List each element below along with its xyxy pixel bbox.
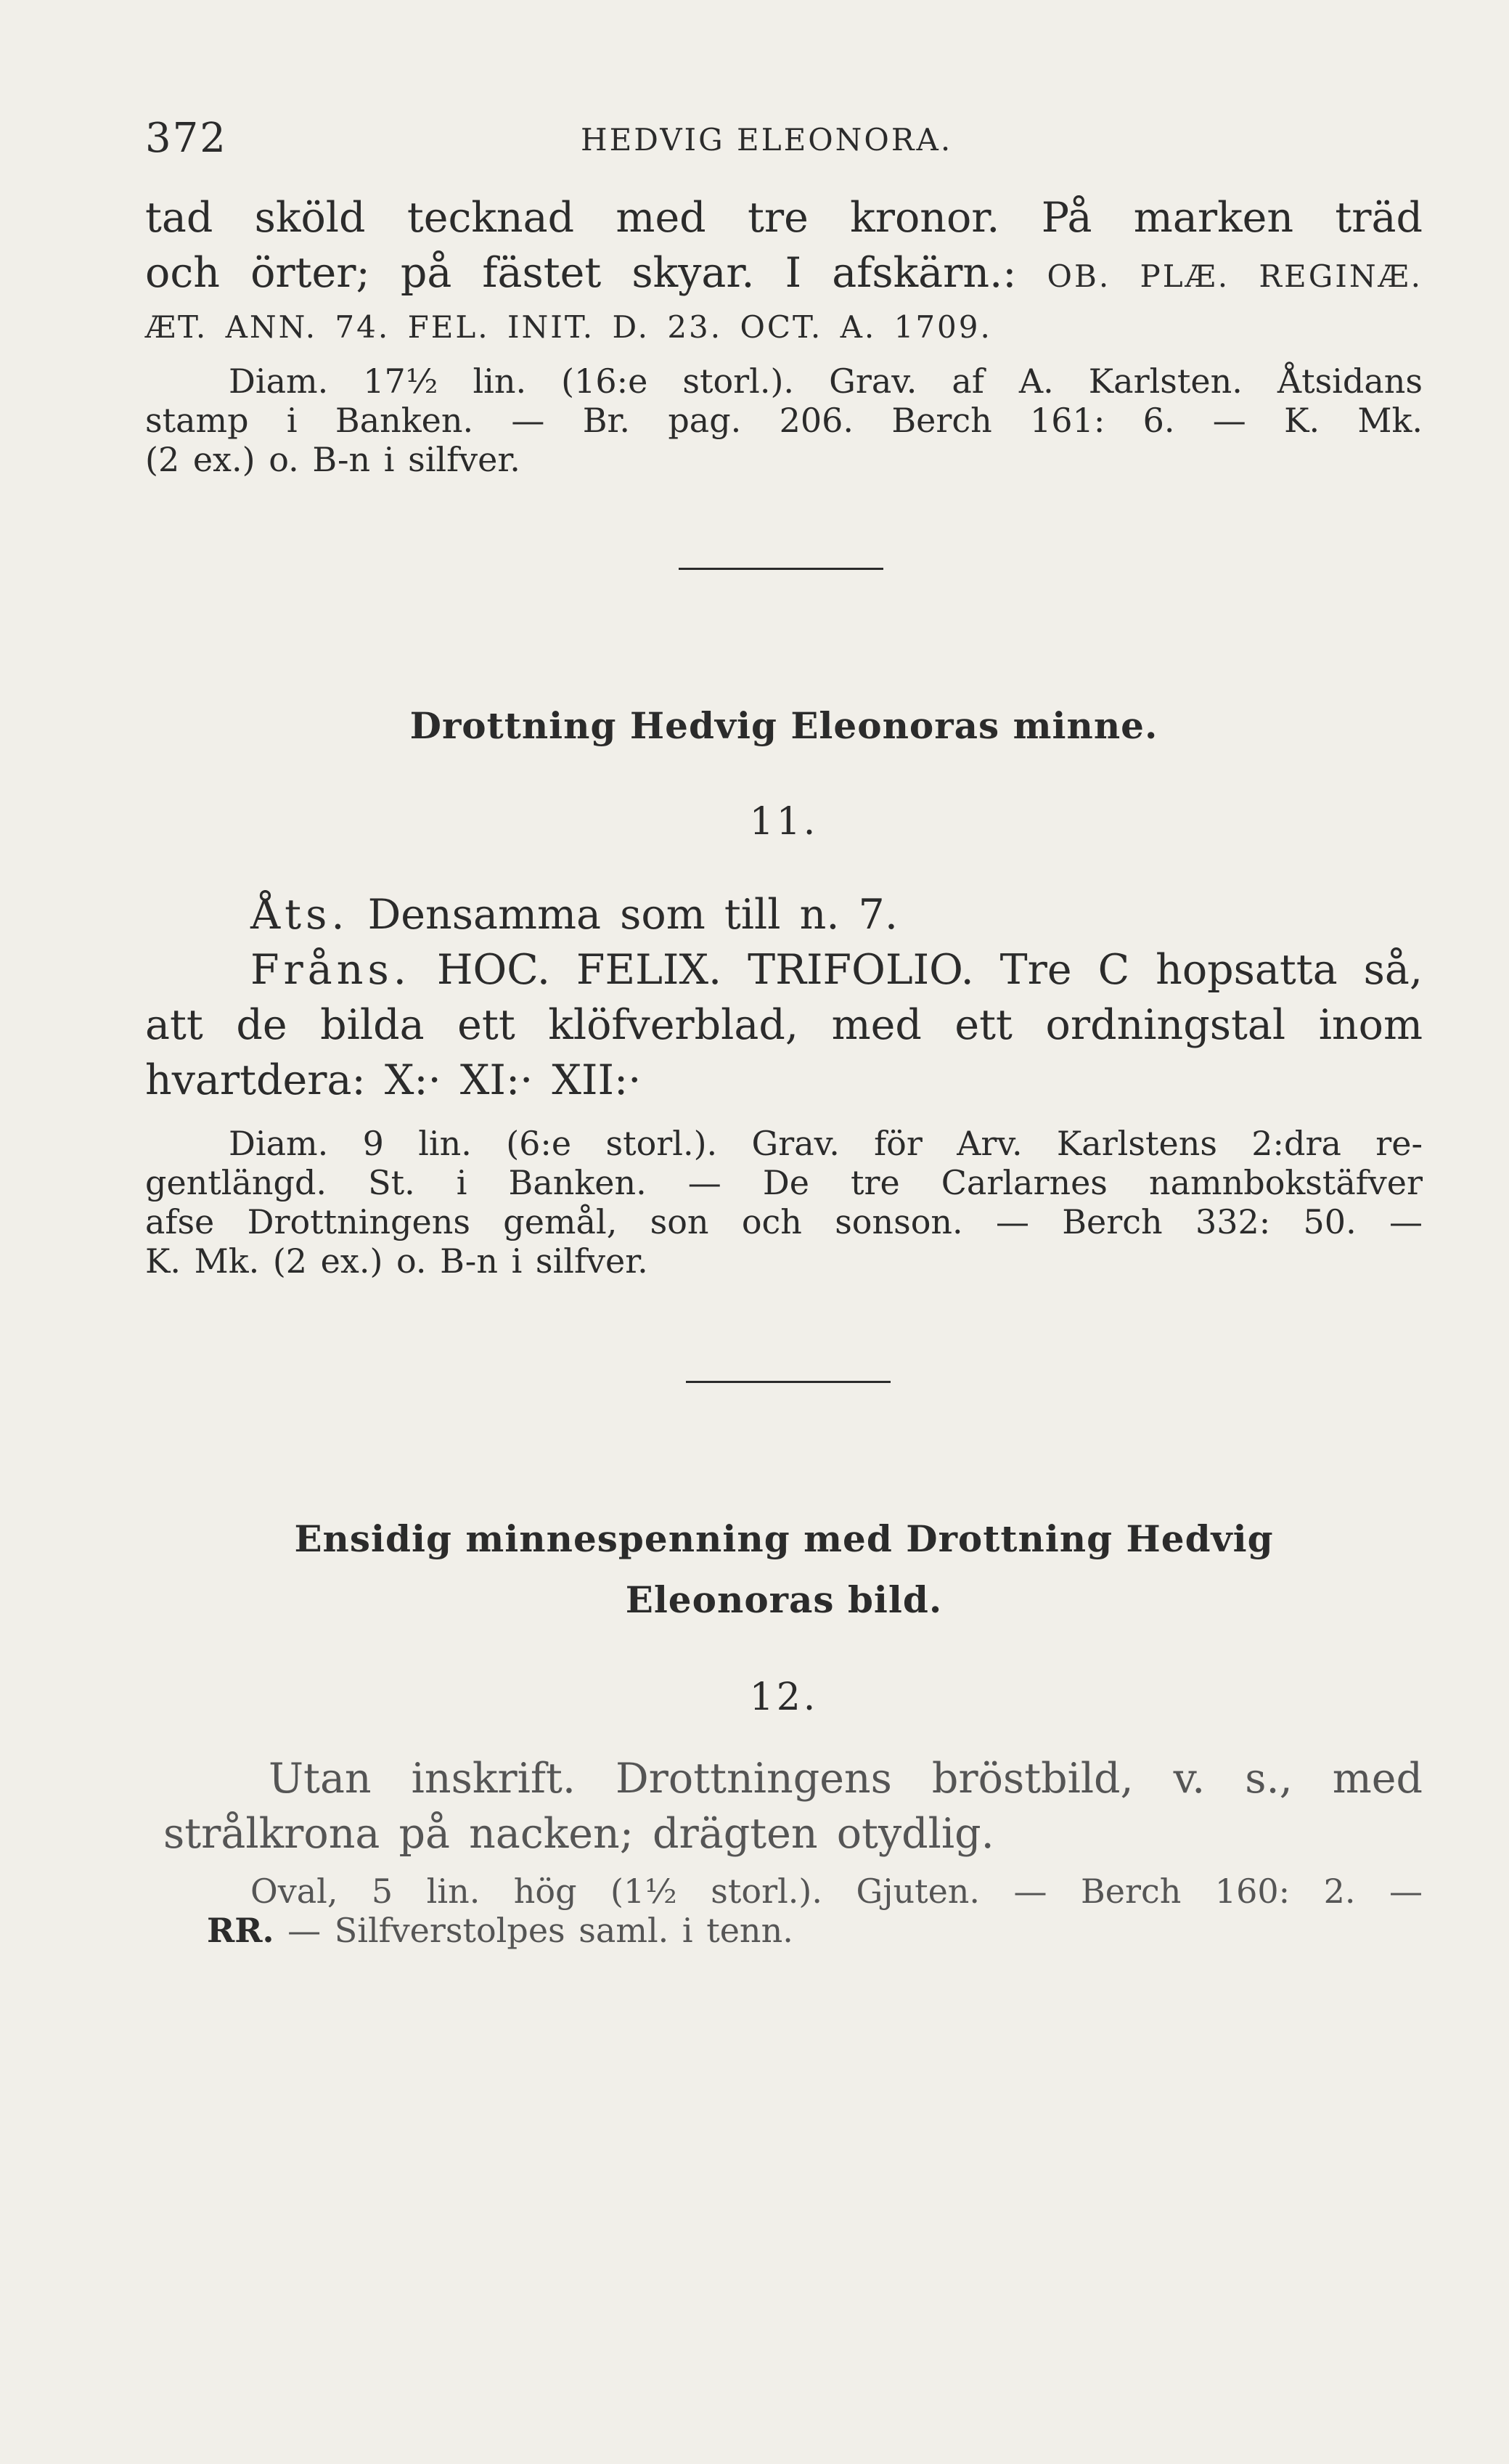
inscription-text: OB. PLÆ. REGINÆ. [1047, 258, 1423, 294]
note-line: Diam. 17½ lin. (16:e storl.). Grav. af A. Karlsten. Åtsidans [229, 362, 1423, 401]
running-head: HEDVIG ELEONORA. [581, 122, 953, 158]
entry-description [145, 887, 1423, 1108]
text-line: strålkrona på nacken; drägten otydlig. [163, 1810, 994, 1858]
rarity-mark: RR. [207, 1911, 274, 1950]
note-line: stamp i Banken. — Br. pag. 206. Berch 161: 6. — K. Mk. [145, 401, 1423, 440]
reverse-text: HOC. FELIX. TRIFOLIO. Tre C hopsatta så, [436, 946, 1423, 994]
note-line: afse Drottningens gemål, son och sonson. — Berch 332: 50. — [145, 1202, 1423, 1241]
reverse-line [145, 942, 1423, 998]
section-divider [686, 1381, 891, 1383]
note-line: (2 ex.) o. B-n i silfver. [145, 440, 520, 479]
note-line [145, 1911, 1423, 1950]
text-line: Utan inskrift. Drottningens bröstbild, v. s., med [269, 1755, 1423, 1803]
note-line: gentlängd. St. i Banken. — De tre Carlarnes namnbokstäfver [145, 1163, 1423, 1202]
entry-description [145, 1751, 1423, 1861]
inscription-text: ÆT. ANN. 74. FEL. INIT. D. 23. OCT. A. 1709. [145, 309, 992, 345]
reverse-label: Fråns. [250, 946, 411, 994]
entry-continuation-text [145, 190, 1423, 351]
text-line-segment: och örter; på fästet skyar. I afskärn.: [145, 249, 1017, 297]
obverse-label: Åts. [250, 891, 349, 939]
note-line: Diam. 9 lin. (6:e storl.). Grav. för Arv. Karlstens 2:dra re- [229, 1124, 1423, 1163]
text-line: hvartdera: X:· XI:· XII:· [145, 1056, 642, 1104]
note-line-segment: — Silfverstolpes saml. i tenn. [287, 1911, 793, 1950]
note-line: K. Mk. (2 ex.) o. B-n i silfver. [145, 1241, 648, 1281]
note-line: Oval, 5 lin. hög (1½ storl.). Gjuten. — Berch 160: 2. — [250, 1872, 1423, 1911]
page-number: 372 [145, 115, 227, 162]
section-heading [145, 1509, 1423, 1631]
heading-line: Eleonoras bild. [625, 1578, 943, 1621]
entry-note [145, 1872, 1423, 1950]
obverse-line [145, 887, 1423, 942]
page-header [145, 115, 1423, 166]
section-divider [679, 568, 883, 570]
entry-continuation-note [145, 362, 1423, 479]
entry-number: 11. [749, 800, 819, 844]
text-line: att de bilda ett klöfverblad, med ett ordningstal inom [145, 1001, 1423, 1049]
entry-number: 12. [749, 1676, 819, 1719]
text-line: tad sköld tecknad med tre kronor. På marken träd [145, 194, 1423, 242]
heading-line: Ensidig minnespenning med Drottning Hedvig [294, 1517, 1274, 1560]
text-line [145, 245, 1423, 304]
section-heading: Drottning Hedvig Eleonoras minne. [409, 704, 1158, 747]
obverse-text: Densamma som till n. 7. [367, 891, 898, 939]
entry-note [145, 1124, 1423, 1281]
